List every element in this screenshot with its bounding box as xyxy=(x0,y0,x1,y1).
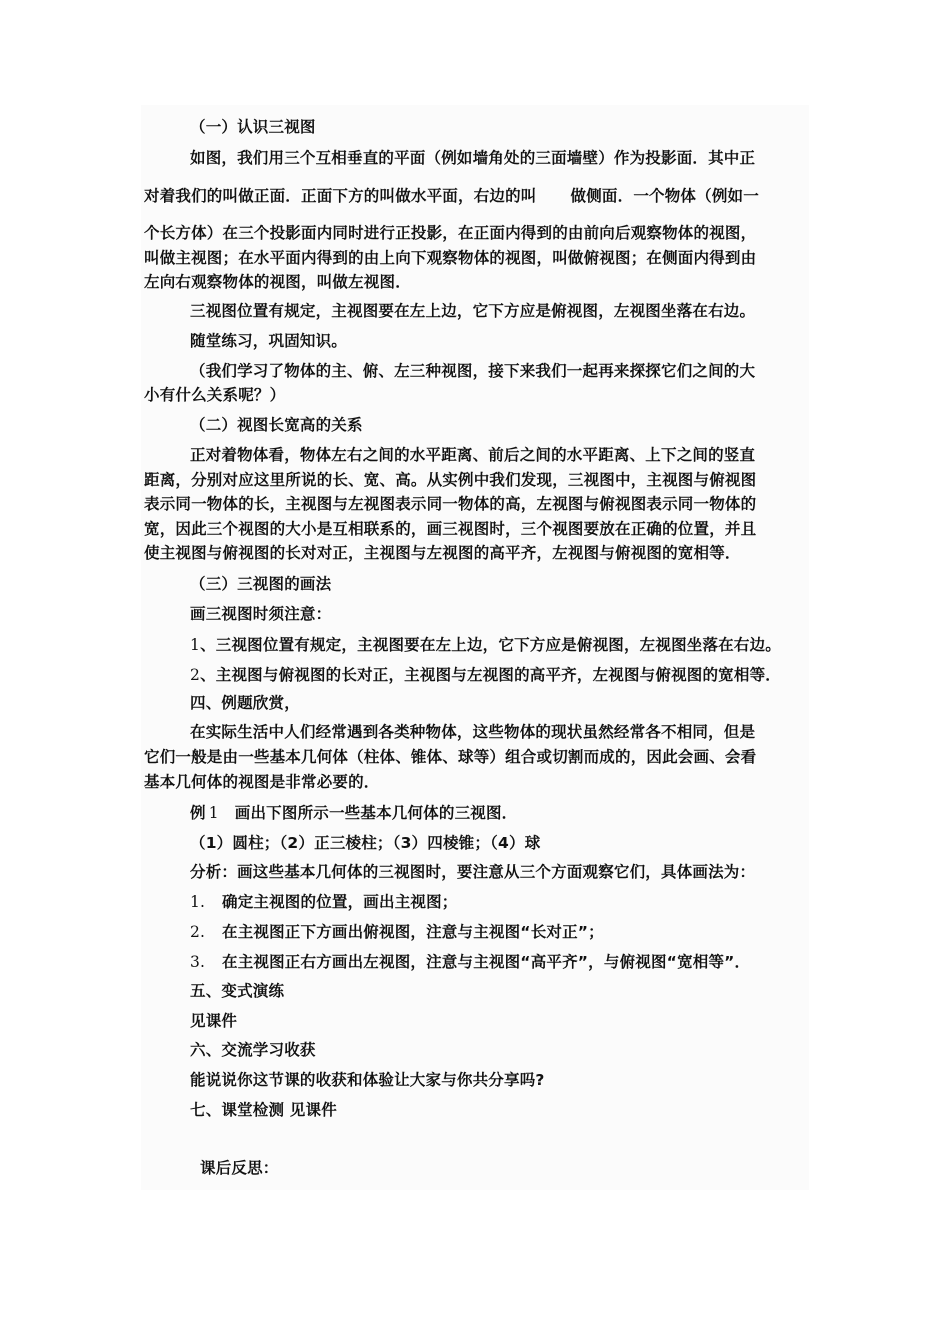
paragraph-line: （我们学习了物体的主、俯、左三种视图，接下来我们一起再来探探它们之间的大 xyxy=(190,362,756,380)
section-4-heading: 四、例题欣赏， xyxy=(190,694,300,712)
paragraph-line: 在实际生活中人们经常遇到各类种物体，这些物体的现状虽然经常各不相同，但是 xyxy=(190,723,756,741)
paragraph-line: 使主视图与俯视图的长对对正，主视图与左视图的高平齐，左视图与俯视图的宽相等． xyxy=(144,544,741,562)
paragraph-line: 小有什么关系呢？） xyxy=(144,386,286,404)
step-text: 在主视图正右方画出左视图，注意与主视图“高平齐”，与俯视图“宽相等”． xyxy=(222,953,751,971)
paragraph-line: 个长方体）在三个投影面内同时进行正投影，在正面内得到的由前向后观察物体的视图， xyxy=(144,224,757,242)
paragraph-line: 能说说你这节课的收获和体验让大家与你共分享吗? xyxy=(190,1071,545,1089)
step-item xyxy=(190,891,458,913)
paragraph-line: 正对着物体看，物体左右之间的水平距离、前后之间的水平距离、上下之间的竖直 xyxy=(190,446,756,464)
section-5-heading: 五、变式演练 xyxy=(190,982,285,1000)
paragraph-line: 如图，我们用三个互相垂直的平面（例如墙角处的三面墙壁）作为投影面．其中正 xyxy=(190,149,756,167)
paragraph-line: 三视图位置有规定，主视图要在左上边，它下方应是俯视图，左视图坐落在右边。 xyxy=(190,302,756,320)
example-text: 画出下图所示一些基本几何体的三视图． xyxy=(234,804,518,822)
example-number: 1 xyxy=(208,804,219,822)
step-number: 1. xyxy=(190,893,206,911)
example-line xyxy=(190,802,517,824)
analysis-line: 分析：画这些基本几何体的三视图时，要注意从三个方面观察它们，具体画法为： xyxy=(190,863,756,881)
section-3-heading: （三）三视图的画法 xyxy=(190,575,332,593)
paragraph-line: 基本几何体的视图是非常必要的． xyxy=(144,773,380,791)
step-item xyxy=(190,921,604,943)
list-item-number: 2 xyxy=(190,666,201,684)
paragraph-line xyxy=(144,185,759,207)
paragraph-line: 见课件 xyxy=(190,1012,238,1030)
paragraph-line: 随堂练习，巩固知识。 xyxy=(190,332,348,350)
list-item-text: 、主视图与俯视图的长对正，主视图与左视图的高平齐，左视图与俯视图的宽相等． xyxy=(200,666,781,684)
list-item-number: 1 xyxy=(190,636,201,654)
paragraph-line: 叫做主视图；在水平面内得到的由上向下观察物体的视图，叫做俯视图；在侧面内得到由 xyxy=(144,249,757,267)
section-1-heading: （一）认识三视图 xyxy=(190,118,316,136)
step-text: 确定主视图的位置，画出主视图； xyxy=(222,893,458,911)
section-2-heading: （二）视图长宽高的关系 xyxy=(190,416,363,434)
step-item xyxy=(190,951,750,973)
paragraph-line-part: 对着我们的叫做正面．正面下方的叫做水平面，右边的叫 xyxy=(144,187,537,205)
step-number: 3. xyxy=(190,953,206,971)
section-6-heading: 六、交流学习收获 xyxy=(190,1041,316,1059)
paragraph-line: 左向右观察物体的视图，叫做左视图． xyxy=(144,273,411,291)
paragraph-line: 宽，因此三个视图的大小是互相联系的，画三视图时，三个视图要放在正确的位置，并且 xyxy=(144,520,757,538)
step-text: 在主视图正下方画出俯视图，注意与主视图“长对正”； xyxy=(222,923,604,941)
paragraph-line-part: 做侧面．一个物体（例如一 xyxy=(570,187,759,205)
example-items: （1）圆柱；（2）正三棱柱；（3）四棱锥；（4）球 xyxy=(190,834,541,852)
list-item xyxy=(190,634,781,656)
step-number: 2. xyxy=(190,923,206,941)
list-item-text: 、三视图位置有规定，主视图要在左上边，它下方应是俯视图，左视图坐落在右边。 xyxy=(200,636,781,654)
paragraph-line: 画三视图时须注意： xyxy=(190,605,332,623)
paragraph-line: 距离，分别对应这里所说的长、宽、高。从实例中我们发现，三视图中，主视图与俯视图 xyxy=(144,471,757,489)
paragraph-line: 表示同一物体的长，主视图与左视图表示同一物体的高，左视图与俯视图表示同一物体的 xyxy=(144,495,757,513)
section-7-heading: 七、课堂检测 见课件 xyxy=(190,1101,337,1119)
example-label: 例 xyxy=(190,804,206,822)
paragraph-line: 它们一般是由一些基本几何体（柱体、锥体、球等）组合或切割而成的，因此会画、会看 xyxy=(144,748,757,766)
reflection-label: 课后反思： xyxy=(200,1159,279,1177)
list-item xyxy=(190,664,781,686)
